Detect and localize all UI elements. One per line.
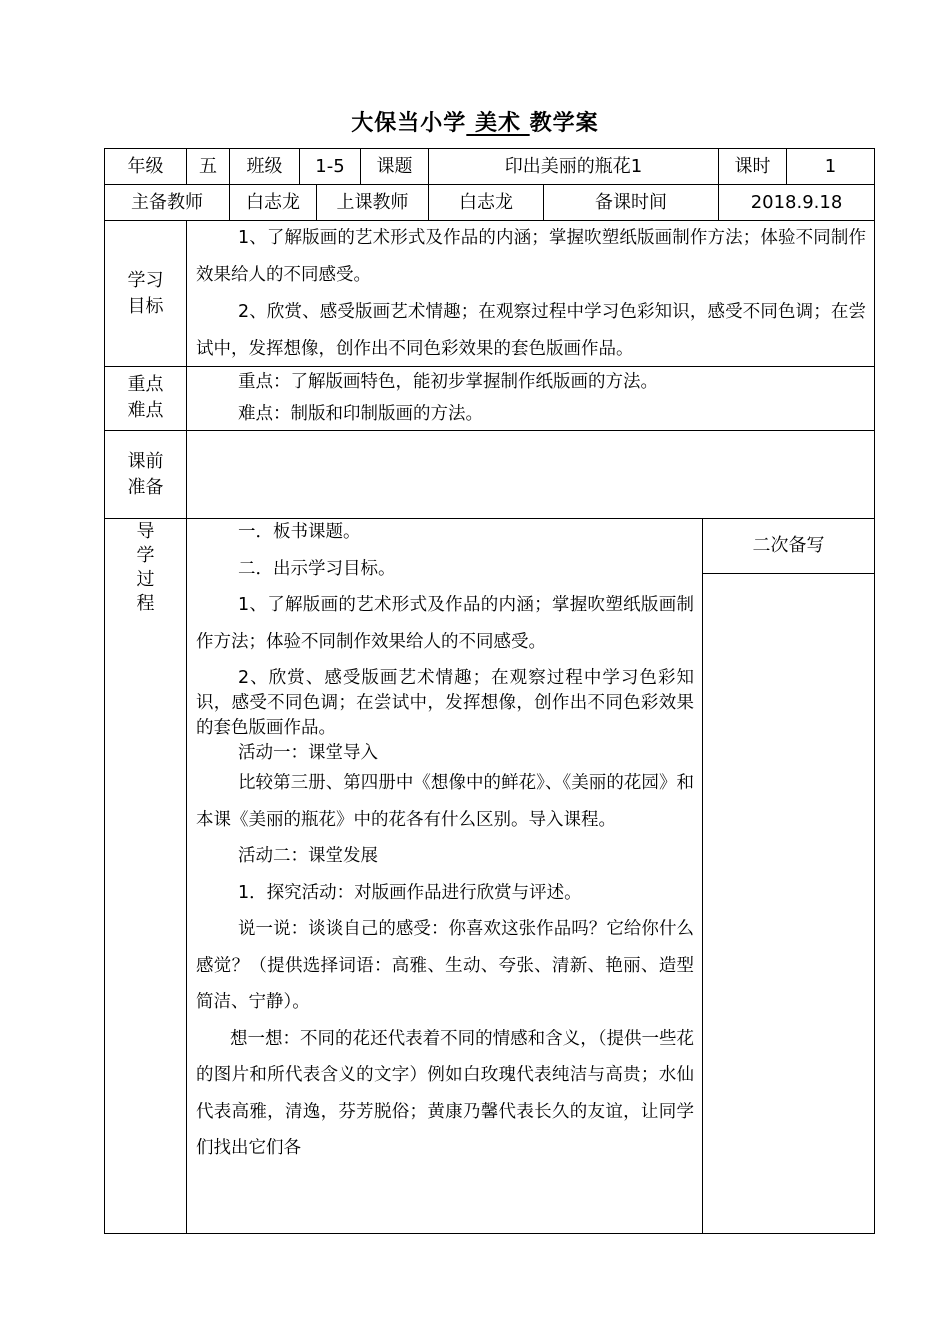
secondary-header-divider — [702, 573, 875, 574]
process-paragraph: 比较第三册、第四册中《想像中的鲜花》、《美丽的花园》和本课《美丽的瓶花》中的花各有什么区别。导入课程。 — [196, 773, 694, 830]
prep-time-value: 2018.9.18 — [750, 191, 843, 213]
process-paragraph: 活动二：课堂发展 — [238, 846, 378, 866]
secondary-col-divider — [702, 518, 703, 1234]
process-label: 导 学 过 程 — [136, 521, 155, 614]
period-label: 课时 — [734, 155, 771, 177]
topic-label: 课题 — [376, 155, 413, 177]
objectives-content — [196, 220, 866, 368]
table-border-right — [874, 148, 875, 1234]
process-paragraph: 说一说：谈谈自己的感受：你喜欢这张作品吗？它给你什么感觉？（提供选择词语：高雅、生动、夸张、清新、艳丽、造型简洁、宁静）。 — [196, 919, 694, 1012]
objective-item: 1、了解版画的艺术形式及作品的内涵；掌握吹塑纸版画制作方法；体验不同制作效果给人的不同感受。 — [196, 228, 866, 285]
prep-time-label: 备课时间 — [595, 191, 667, 213]
preparation-label: 课前 准备 — [127, 451, 164, 498]
class-value: 1-5 — [315, 155, 345, 177]
topic-value: 印出美丽的瓶花1 — [504, 155, 643, 177]
objectives-label: 学习 目标 — [127, 270, 164, 317]
process-content — [196, 514, 694, 1167]
label-col-divider — [186, 220, 187, 1234]
grade-label: 年级 — [127, 155, 164, 177]
lead-teacher-value: 白志龙 — [246, 191, 300, 213]
teacher-label: 上课教师 — [336, 191, 409, 213]
objective-item: 2、欣赏、感受版画艺术情趣；在观察过程中学习色彩知识，感受不同色调；在尝试中，发挥想像，创作出不同色彩效果的套色版画作品。 — [196, 302, 866, 359]
process-paragraph: 1、了解版画的艺术形式及作品的内涵；掌握吹塑纸版画制作方法；体验不同制作效果给人的不同感受。 — [196, 595, 694, 652]
key-points-label: 重点 难点 — [127, 374, 164, 421]
process-paragraph: 一．板书课题。 — [238, 522, 361, 542]
subject-name: 美术 — [474, 111, 521, 136]
difficulty-point: 难点：制版和印制版画的方法。 — [238, 404, 483, 424]
class-label: 班级 — [246, 155, 283, 177]
secondary-prep-header: 二次备写 — [752, 535, 825, 556]
lead-teacher-label: 主备教师 — [131, 191, 203, 213]
key-points-content — [196, 366, 866, 430]
key-point: 重点：了解版画特色，能初步掌握制作纸版画的方法。 — [238, 372, 658, 392]
process-paragraph: 二．出示学习目标。 — [238, 558, 396, 579]
row-divider — [104, 430, 875, 431]
process-paragraph: 2、欣赏、感受版画艺术情趣；在观察过程中学习色彩知识，感受不同色调；在尝试中，发挥想像，创作出不同色彩效果的套色版画作品。 — [196, 668, 694, 738]
process-paragraph: 活动一：课堂导入 — [238, 743, 378, 763]
teacher-value: 白志龙 — [459, 191, 513, 213]
process-paragraph: 想一想：不同的花还代表着不同的情感和含义，（提供一些花的图片和所代表含义的文字）例如白玫瑰代表纯洁与高贵；水仙代表高雅，清逸，芬芳脱俗；黄康乃馨代表长久的友谊，让同学们找出它们各 — [196, 1028, 694, 1158]
school-name: 大保当小学 — [351, 111, 467, 136]
process-paragraph: 1．探究活动：对版画作品进行欣赏与评述。 — [238, 882, 582, 903]
period-value: 1 — [824, 155, 837, 177]
table-border-bottom — [104, 1233, 875, 1234]
title-suffix: 教学案 — [529, 111, 599, 136]
grade-value: 五 — [199, 155, 217, 177]
